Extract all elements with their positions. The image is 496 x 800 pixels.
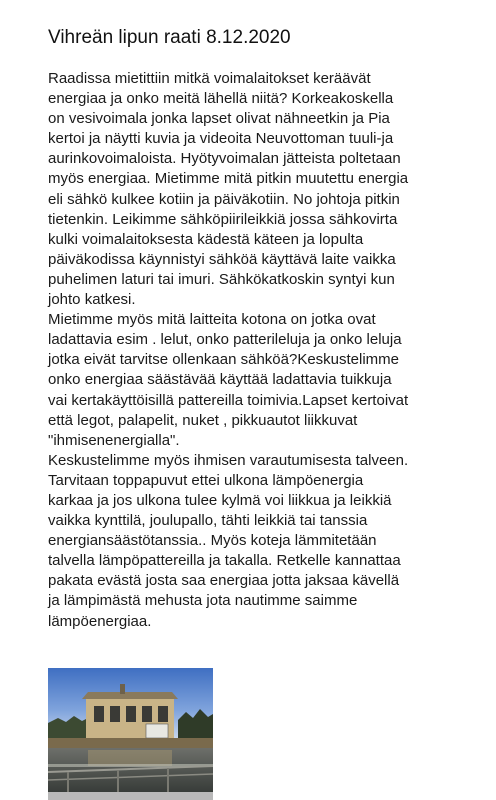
paragraph-winter-preparation: Keskustelimme myös ihmisen varautumisesta talveen. Tarvitaan toppapuvut ettei ulkona lämpöenergia karkaa ja jos ulkona tulee kylmä voi liikkua ja leikkiä vaikka kynttilä, joulupallo, tähti leikkiä tai tanssia energiansäästötanssia.. Myös koteja lämmitetään talvella lämpöpattereilla ja takalla. Retkelle kannattaa pakata evästä josta saa energiaa jotta jaksaa kävellä ja lämpimästä mehusta jota nautimme saimme lämpöenergiaa. [48,451,409,630]
photo-border-strip [48,792,213,800]
paragraph-power-plants: Raadissa mietittiin mitkä voimalaitokset keräävät energiaa ja onko meitä lähellä niitä? Korkeakoskella on vesivoimala jonka lapset olivat nähneetkin ja Pia kertoi ja näytti kuvia ja videoita Neuvottoman tuuli-ja aurinkovoimaloista. Hyötyvoimalan jätteista poltetaan myös energiaa. Mietimme mitä pitkin muutettu energia eli sähkö kulkee kotiin ja päiväkotiin. No johtoja pitkin tietenkin. Leikimme sähköpiirileikkiä jossa sähkovirta kulki voimalaitoksesta kädestä käteen ja lopulta päiväkodissa käynnistyi sähköä käyttävä laite vaikka puhelimen laturi tai imuri. Sähkökatkoskin syntyi kun johto katkesi. [48,70,409,309]
document-title: Vihreän lipun raati 8.12.2020 [48,27,291,48]
hydropower-station-photo [48,668,213,800]
paragraph-charging-toys: Mietimme myös mitä laitteita kotona on jotka ovat ladattavia esim . lelut, onko patterileluja ja onko leluja jotka eivät tarvitse ollenkaan sähköä?Keskustelimme onko energiaa säästävää käyttää ladattavia tuikkuja vai kertakäyttöisillä pattereilla toimivia.Lapset kertoivat että legot, palapelit, nuket , pikkuautot liikkuvat "ihmisenenergialla". [48,311,409,449]
document-body [48,69,478,632]
